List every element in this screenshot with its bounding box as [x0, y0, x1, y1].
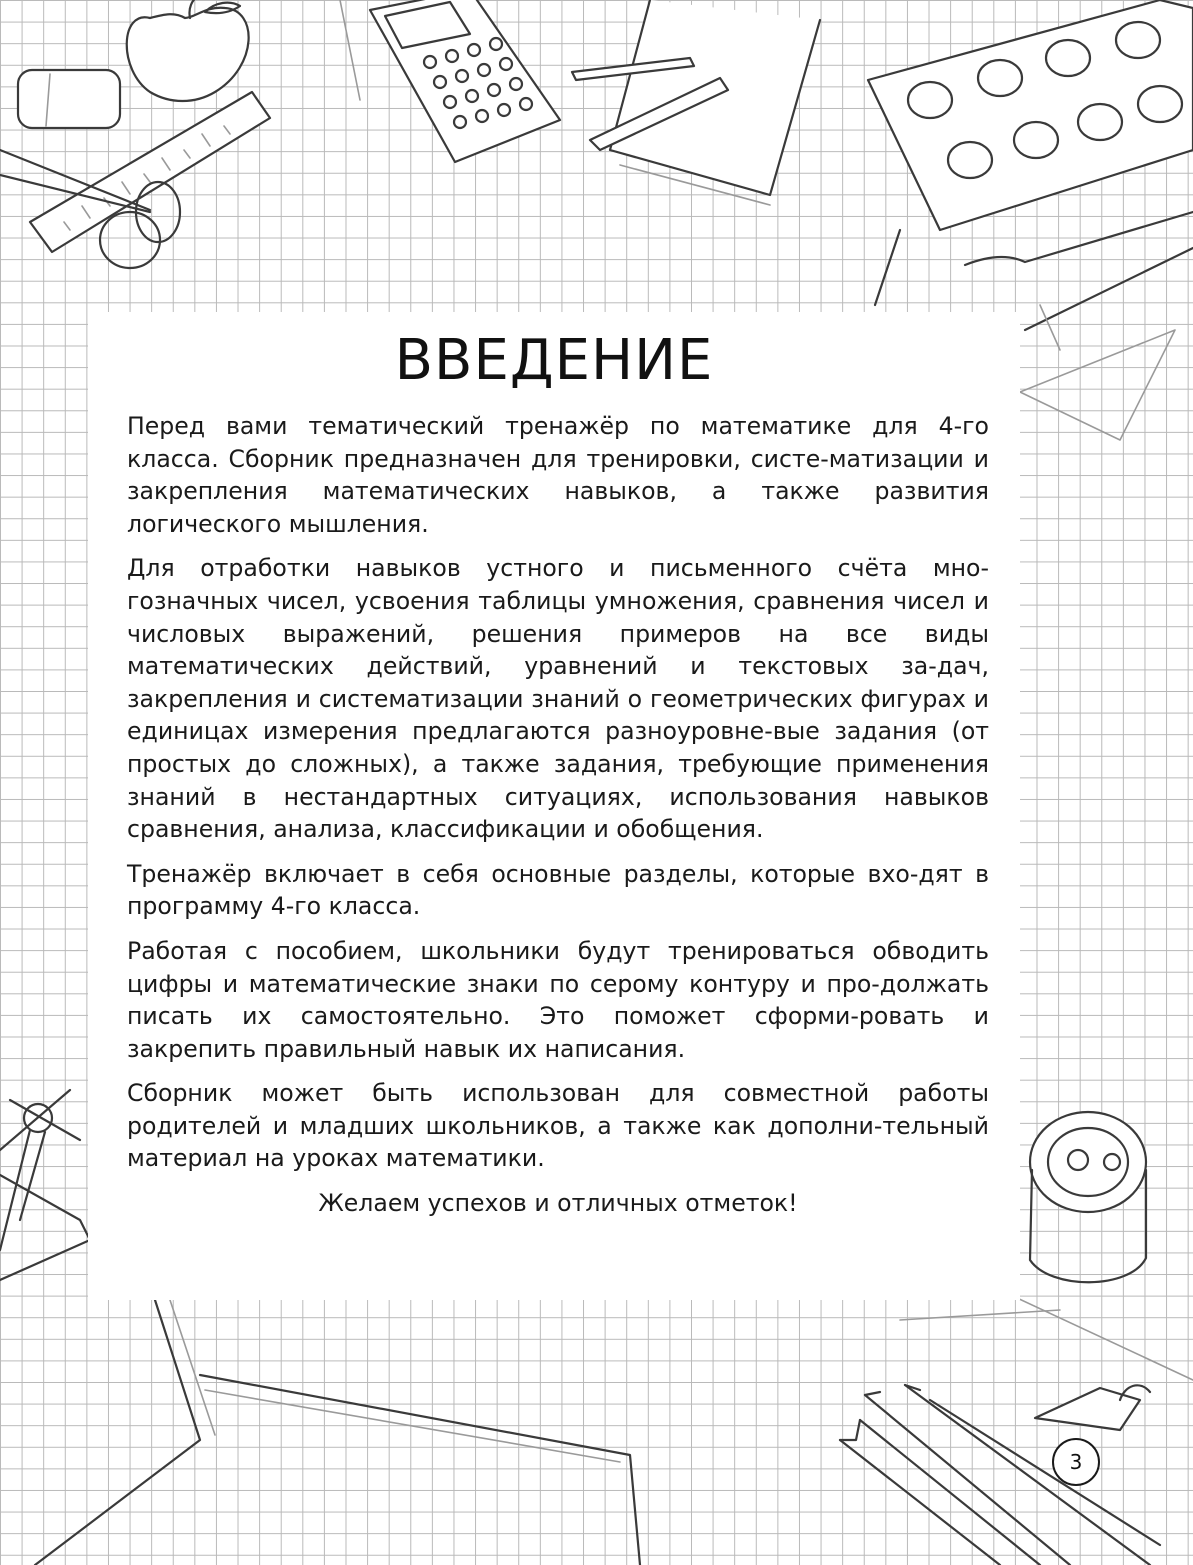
paragraph-5: Сборник может быть использован для совместной работы родителей и младших школьников, а также как дополни-тельный материал на уроках математики. [127, 1079, 989, 1173]
scissors-icon [0, 150, 180, 268]
paragraph-4: Работая с пособием, школьники будут тренироваться обводить цифры и математические знаки по серому контуру и про-должать писать их самостоятельно. Это поможет сформи-ровать и закрепить правильный навык их написания. [127, 936, 989, 1063]
calculator-icon [370, 0, 560, 162]
ruler-icon [30, 92, 270, 252]
closing-line: Желаем успехов и отличных отметок! [318, 1189, 798, 1218]
notebook-bottom-icon [35, 1300, 1060, 1565]
paragraph-2: Для отработки навыков устного и письменного счёта мно-гозначных чисел, усвоения таблицы умножения, сравнения чисел и числовых выражений, решения примеров на все виды математических действий, уравнений и текстовых за-дач, закрепления и систематизации знаний о геометрических фигурах и единицах измерения предлагаются разноуровне-вые задания (от простых до сложных), а также задания, требующие применения знаний в нестандартных ситуациях, использования навыков сравнения, анализа, классификации и обобщения. [127, 554, 989, 844]
apple-icon [127, 0, 249, 101]
compass-icon [0, 1090, 90, 1280]
paragraph-1: Перед вами тематический тренажёр по математике для 4-го класса. Сборник предназначен для тренировки, систе-матизации и закрепления математических навыков, а также развития логического мышления. [127, 412, 989, 538]
page-title: ВВЕДЕНИЕ [394, 328, 714, 393]
notebook-icon [340, 0, 820, 205]
pencils-icon [840, 1385, 1160, 1565]
paint-palette-icon [868, 0, 1193, 305]
book-icon [1020, 330, 1175, 440]
page-number: 3 [1052, 1438, 1100, 1486]
sharpener-icon [1000, 1112, 1193, 1380]
paragraph-3: Тренажёр включает в себя основные разделы, которые вхо-дят в программу 4-го класса. [127, 859, 989, 921]
body-text [127, 410, 989, 1232]
pen-icon [572, 58, 728, 150]
eraser-icon [18, 70, 120, 128]
glue-icon [1035, 1385, 1150, 1430]
